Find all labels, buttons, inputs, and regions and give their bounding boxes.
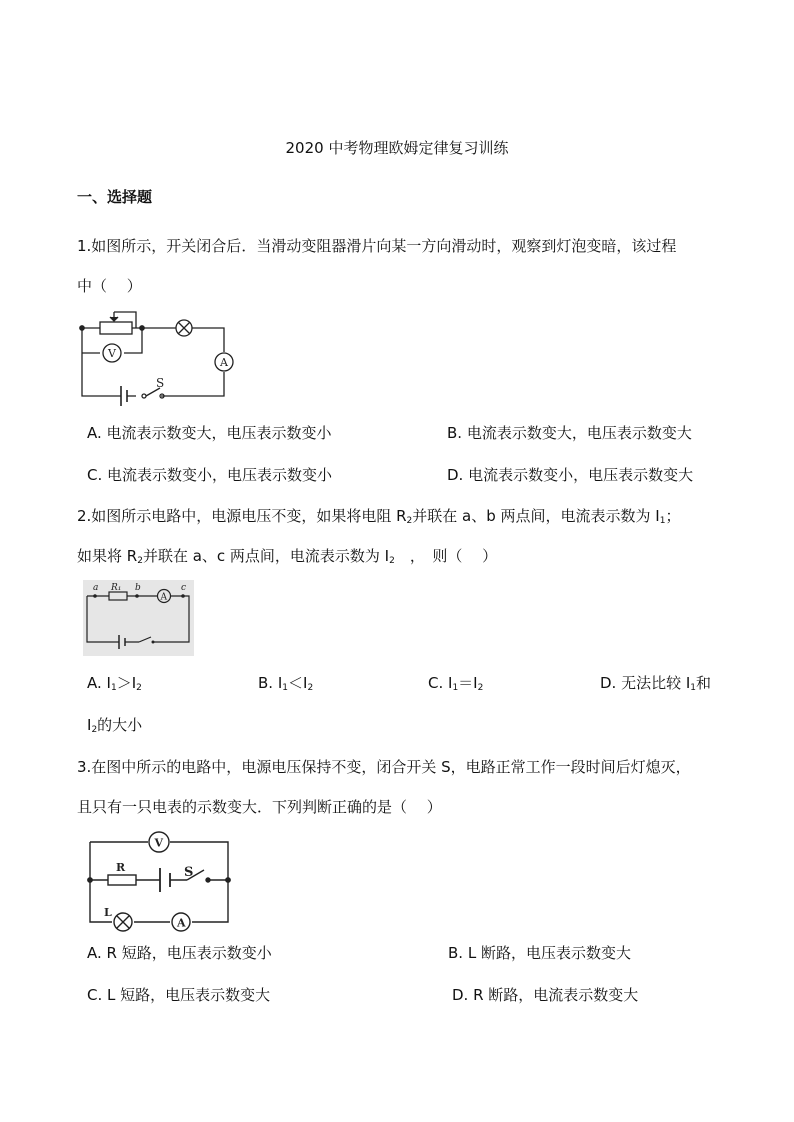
q2-point-a-label: a (93, 583, 99, 593)
q2-stem-text: ， 则（ ） (394, 547, 498, 565)
q1-stem-line2: 中（ ） (77, 277, 142, 295)
q1-switch-label: S (156, 376, 165, 390)
option-text: 的大小 (97, 716, 143, 734)
q1-circuit-diagram (76, 308, 241, 410)
q2-option-a[interactable] (87, 673, 142, 693)
q2-option-d[interactable] (600, 673, 711, 693)
q3-option-c[interactable]: C. L 短路，电压表示数变大 (87, 986, 271, 1004)
q3-stem-line1: 3.在图中所示的电路中，电源电压保持不变，闭合开关 S，电路正常工作一段时间后灯熄灭， (77, 758, 691, 776)
q1-option-d[interactable]: D. 电流表示数变小，电压表示数变大 (447, 466, 694, 484)
subscript: 1 (659, 516, 666, 526)
q3-option-a[interactable]: A. R 短路，电压表示数变小 (87, 944, 272, 962)
q2-stem-line1 (77, 506, 680, 526)
q3-stem-line2: 且只有一只电表的示数变大．下列判断正确的是（ ） (77, 798, 442, 816)
q3-circuit-diagram (86, 828, 234, 928)
q1-option-a[interactable]: A. 电流表示数变大，电压表示数变小 (87, 424, 332, 442)
subscript: 2 (389, 556, 395, 566)
q2-stem-text: 并联在 a、b 两点间，电流表示数为 I (412, 507, 660, 525)
q3-resistor-label: R (116, 861, 126, 874)
subscript: 2 (137, 556, 143, 566)
q2-stem-line2 (77, 546, 497, 566)
q2-option-d-continued (87, 715, 142, 735)
q1-option-c[interactable]: C. 电流表示数变小，电压表示数变小 (87, 466, 333, 484)
subscript: 2 (477, 683, 484, 693)
q2-circuit-diagram (83, 580, 194, 656)
option-text: B. I (258, 674, 283, 692)
subscript: 1 (110, 683, 117, 693)
q3-voltmeter-label: V (154, 836, 164, 850)
subscript: 2 (91, 725, 98, 735)
subscript: 1 (282, 683, 288, 693)
q2-point-c-label: c (181, 583, 187, 593)
q1-voltmeter-label: V (108, 347, 116, 360)
q2-option-b[interactable] (258, 673, 313, 693)
q2-r1-label: R₁ (111, 583, 122, 593)
option-text: ＜I (288, 674, 308, 692)
q3-ammeter-label: A (177, 916, 186, 930)
q3-option-b[interactable]: B. L 断路，电压表示数变大 (448, 944, 631, 962)
q2-stem-text: 并联在 a、c 两点间，电流表示数为 I (142, 547, 390, 565)
subscript: 1 (452, 683, 459, 693)
q2-stem-text: 2.如图所示电路中，电源电压不变，如果将电阻 R (77, 507, 407, 525)
q3-lamp-label: L (104, 906, 112, 919)
subscript: 2 (406, 516, 413, 526)
option-text: ＝I (458, 674, 478, 692)
q2-stem-text: 如果将 R (77, 547, 138, 565)
option-text: C. I (428, 674, 453, 692)
subscript: 2 (136, 683, 142, 693)
option-text: D. 无法比较 I (600, 674, 691, 692)
q1-ammeter-label: A (220, 356, 228, 369)
page-title: 2020 中考物理欧姆定律复习训练 (285, 139, 509, 157)
q2-ammeter-label: A (160, 592, 167, 603)
q2-option-c[interactable] (428, 673, 483, 693)
section-heading: 一、选择题 (77, 188, 153, 206)
option-text: A. I (87, 674, 111, 692)
option-text: I (87, 716, 92, 734)
q1-stem-line1: 1.如图所示，开关闭合后．当滑动变阻器滑片向某一方向滑动时，观察到灯泡变暗，该过程 (77, 237, 677, 255)
option-text: ＞I (116, 674, 137, 692)
q1-option-b[interactable]: B. 电流表示数变大，电压表示数变大 (447, 424, 692, 442)
q3-switch-label: S (184, 865, 194, 880)
q2-point-b-label: b (135, 583, 141, 593)
q2-stem-text: ； (665, 507, 681, 525)
option-text: 和 (696, 674, 712, 692)
q3-option-d[interactable]: D. R 断路，电流表示数变大 (452, 986, 639, 1004)
subscript: 1 (690, 683, 697, 693)
subscript: 2 (307, 683, 314, 693)
